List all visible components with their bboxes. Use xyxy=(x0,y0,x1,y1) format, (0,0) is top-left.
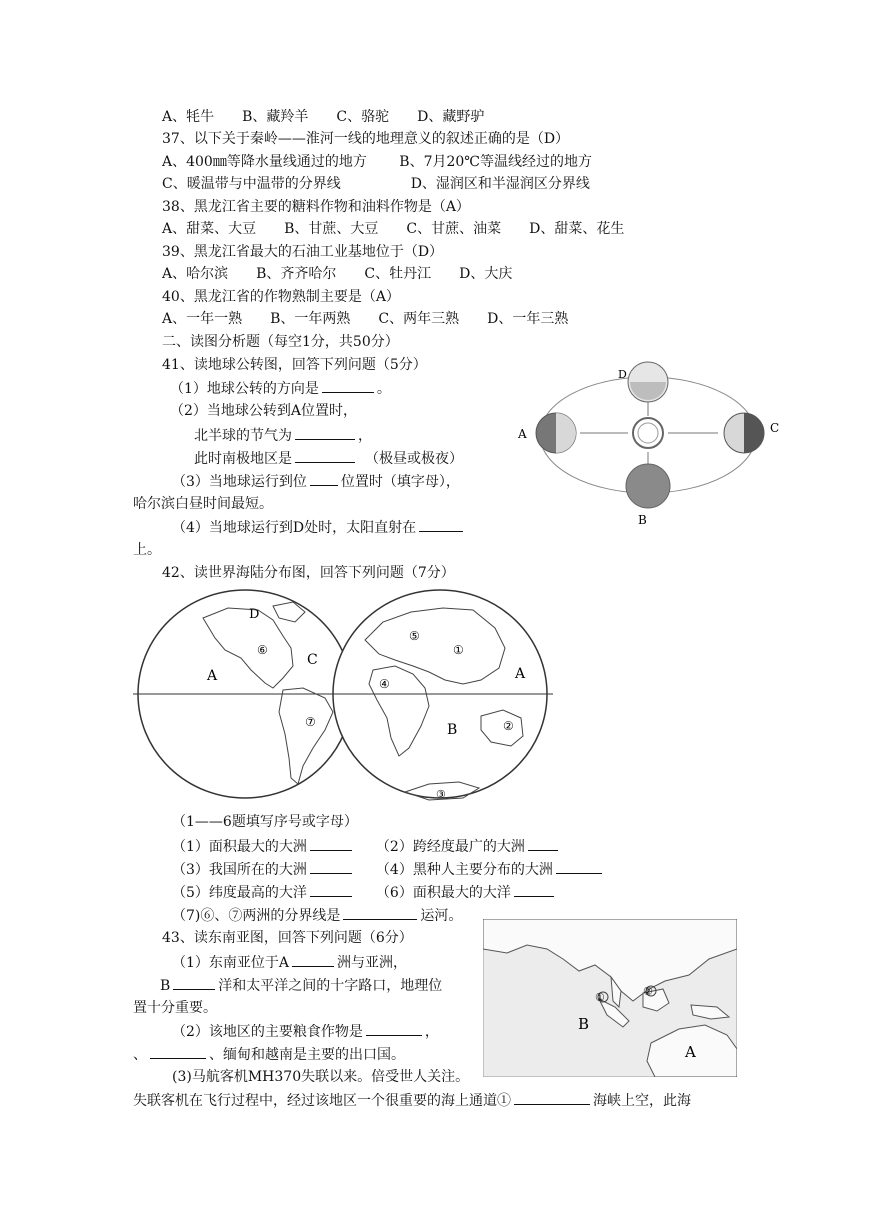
answer-blank[interactable] xyxy=(310,859,352,874)
answer-blank[interactable] xyxy=(173,975,215,990)
text-segment: 此时南极地区是 xyxy=(194,451,292,467)
text-segment: （1）地球公转的方向是 xyxy=(170,381,319,397)
answer-blank[interactable] xyxy=(310,882,352,897)
text-segment: （3）我国所在的大洲 xyxy=(172,862,307,878)
text-segment: 运河。 xyxy=(420,908,463,924)
text-segment: （5）纬度最高的大洋 xyxy=(172,885,307,901)
text-line-19 xyxy=(172,517,466,538)
text-line-15 xyxy=(194,425,372,446)
text-segment: 42、读世界海陆分布图，回答下列问题（7分） xyxy=(162,565,455,581)
text-line-2 xyxy=(162,129,569,149)
text-segment: 哈尔滨白昼时间最短。 xyxy=(133,496,273,512)
answer-blank[interactable] xyxy=(310,836,352,851)
text-segment: B xyxy=(160,978,171,994)
text-line-12 xyxy=(162,355,427,375)
text-line-14 xyxy=(170,401,357,421)
text-line-7 xyxy=(162,242,443,262)
text-segment: （1）东南亚位于A xyxy=(172,955,290,971)
label-d: D xyxy=(249,607,260,622)
label-a: A xyxy=(685,1043,696,1061)
text-segment: 37、以下关于秦岭——淮河一线的地理意义的叙述正确的是（D） xyxy=(162,131,570,147)
answer-blank[interactable] xyxy=(295,448,355,463)
text-segment: （2）跨经度最广的大洲 xyxy=(354,839,525,855)
text-line-32 xyxy=(133,1044,405,1065)
label-two: ② xyxy=(503,719,514,733)
label-two: ② xyxy=(643,985,653,998)
text-segment: （4）黑种人主要分布的大洲 xyxy=(354,862,553,878)
label-six: ⑥ xyxy=(257,643,268,657)
answer-blank[interactable] xyxy=(150,1044,206,1059)
text-segment: A、一年一熟 B、一年两熟 C、两年三熟 D、一年三熟 xyxy=(162,311,569,327)
text-segment: （极昼或极夜） xyxy=(358,451,463,467)
answer-blank[interactable] xyxy=(556,859,602,874)
answer-blank[interactable] xyxy=(419,517,463,532)
text-segment: A、哈尔滨 B、齐齐哈尔 C、牡丹江 D、大庆 xyxy=(162,266,513,282)
text-line-5 xyxy=(162,197,470,217)
text-segment: 置十分重要。 xyxy=(133,1000,217,1016)
text-segment: （7)⑥、⑦两洲的分界线是 xyxy=(172,908,341,924)
text-line-24 xyxy=(172,859,605,880)
text-segment: 、 xyxy=(133,1047,147,1063)
text-segment: 洋和太平洋之间的十字路口，地理位 xyxy=(218,978,443,994)
text-line-34 xyxy=(133,1090,691,1111)
text-line-1 xyxy=(162,107,484,127)
text-line-30 xyxy=(133,998,217,1018)
text-line-6 xyxy=(162,219,624,239)
label-four: ④ xyxy=(379,677,390,691)
text-line-23 xyxy=(172,836,561,857)
text-line-4 xyxy=(162,174,590,194)
text-segment: （4）当地球运行到D处时，太阳直射在 xyxy=(172,520,417,536)
text-segment: 失联客机在飞行过程中，经过该地区一个很重要的海上通道① xyxy=(133,1093,511,1109)
text-line-10 xyxy=(162,309,568,329)
text-segment: ， xyxy=(358,428,372,444)
text-line-21 xyxy=(162,563,455,583)
label-seven: ⑦ xyxy=(305,715,316,729)
text-segment: 洲与亚洲， xyxy=(337,955,408,971)
answer-blank[interactable] xyxy=(366,1021,422,1036)
text-line-28 xyxy=(172,952,407,973)
text-segment: ， xyxy=(424,1024,439,1040)
text-segment: 、缅甸和越南是主要的出口国。 xyxy=(209,1047,405,1063)
text-line-29 xyxy=(160,975,442,996)
label-c: C xyxy=(770,421,780,435)
label-d: D xyxy=(618,368,627,381)
answer-blank[interactable] xyxy=(310,471,338,486)
label-one: ① xyxy=(595,991,605,1004)
text-line-3 xyxy=(162,152,592,172)
text-segment: 43、读东南亚图，回答下列问题（6分） xyxy=(162,930,413,946)
text-line-13 xyxy=(170,378,391,399)
label-one: ① xyxy=(453,643,464,657)
answer-blank[interactable] xyxy=(514,882,554,897)
earth-orbit-figure xyxy=(510,360,790,530)
text-segment: （1）面积最大的大洲 xyxy=(172,839,307,855)
text-segment: （6）面积最大的大洋 xyxy=(354,885,511,901)
label-a-west: A xyxy=(207,668,218,684)
text-segment: 41、读地球公转图，回答下列问题（5分） xyxy=(162,357,427,373)
label-a-east: A xyxy=(515,666,526,682)
label-a: A xyxy=(518,427,527,441)
text-segment: 二、读图分析题（每空1分，共50分） xyxy=(162,334,399,350)
text-segment: A、400㎜等降水量线通过的地方 B、7月20℃等温线经过的地方 xyxy=(162,154,592,170)
text-segment: 38、黑龙江省主要的糖料作物和油料作物是（A） xyxy=(162,199,470,215)
answer-blank[interactable] xyxy=(292,952,334,967)
answer-blank[interactable] xyxy=(514,1090,590,1105)
text-line-17 xyxy=(172,471,460,492)
answer-blank[interactable] xyxy=(295,425,355,440)
text-segment: A、牦牛 B、藏羚羊 C、骆驼 D、藏野驴 xyxy=(162,109,485,125)
text-line-9 xyxy=(162,287,400,307)
southeast-asia-map-figure xyxy=(483,919,737,1077)
text-segment: 北半球的节气为 xyxy=(194,428,292,444)
world-map-figure xyxy=(133,588,553,803)
label-b: B xyxy=(638,513,647,527)
text-segment: （2）当地球公转到A位置时， xyxy=(170,403,358,419)
label-three: ③ xyxy=(436,788,446,801)
text-line-16 xyxy=(194,448,463,469)
text-line-31 xyxy=(172,1021,439,1042)
earth-b xyxy=(626,464,670,508)
text-segment: (3)马航客机MH370失联以来。倍受世人关注。 xyxy=(172,1069,470,1085)
text-segment: 。 xyxy=(376,381,391,397)
text-line-22 xyxy=(172,812,358,832)
answer-blank[interactable] xyxy=(322,378,374,393)
text-line-33 xyxy=(172,1067,469,1087)
text-segment: 位置时（填字母）， xyxy=(340,474,460,490)
text-line-8 xyxy=(162,264,512,284)
label-b: B xyxy=(578,1015,590,1033)
answer-blank[interactable] xyxy=(528,836,558,851)
text-line-25 xyxy=(172,882,557,903)
text-segment: （2）该地区的主要粮食作物是 xyxy=(172,1024,363,1040)
label-c: C xyxy=(307,652,318,668)
text-line-18 xyxy=(133,494,273,514)
text-segment: C、暖温带与中温带的分界线 D、湿润区和半湿润区分界线 xyxy=(162,176,590,192)
text-segment: 40、黑龙江省的作物熟制主要是（A） xyxy=(162,289,400,305)
text-segment: 海峡上空，此海 xyxy=(593,1093,691,1109)
text-segment: （3）当地球运行到位 xyxy=(172,474,307,490)
text-line-26 xyxy=(172,905,462,926)
text-line-27 xyxy=(162,928,413,948)
text-segment: （1——6题填写序号或字母） xyxy=(172,814,358,830)
text-segment: A、甜菜、大豆 B、甘蔗、大豆 C、甘蔗、油菜 D、甜菜、花生 xyxy=(162,221,625,237)
answer-blank[interactable] xyxy=(343,905,417,920)
text-segment: 上。 xyxy=(133,542,161,558)
text-line-11 xyxy=(162,332,399,352)
label-b: B xyxy=(447,722,458,738)
text-line-20 xyxy=(133,540,161,560)
text-segment: 39、黑龙江省最大的石油工业基地位于（D） xyxy=(162,244,444,260)
label-five: ⑤ xyxy=(409,629,420,643)
